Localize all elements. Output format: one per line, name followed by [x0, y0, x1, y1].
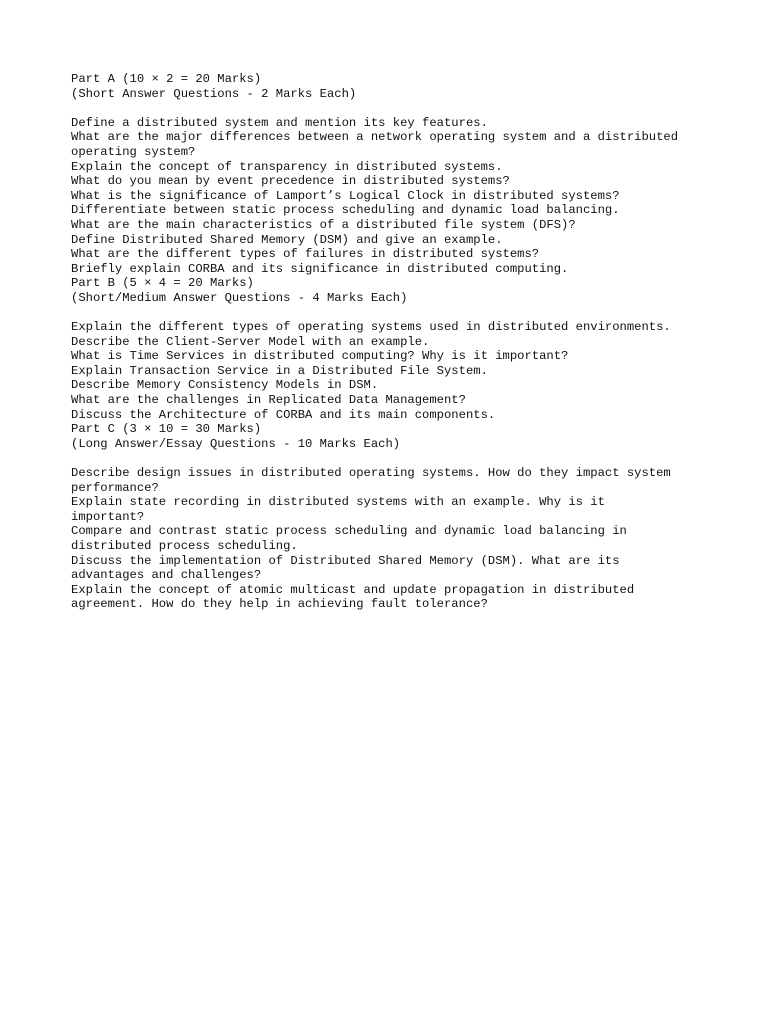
- part-a-section: [71, 72, 711, 276]
- part-a-question: What are the main characteristics of a distributed file system (DFS)?: [71, 217, 576, 232]
- part-b-question-list: [71, 320, 711, 422]
- spacer: [71, 451, 711, 466]
- part-b-question: Explain the different types of operating systems used in distributed environments.: [71, 320, 671, 335]
- part-a-question: What are the major differences between a network operating system and a distributed operating system?: [71, 130, 679, 159]
- part-c-subheading: (Long Answer/Essay Questions - 10 Marks Each): [71, 436, 401, 451]
- part-c-question: Discuss the implementation of Distributed Shared Memory (DSM). What are its advantages and challenges?: [71, 553, 620, 583]
- part-c-question: Explain the concept of atomic multicast and update propagation in distributed agreement. How do they help in achieving fault tolerance?: [71, 582, 635, 612]
- part-b-question: What are the challenges in Replicated Data Management?: [71, 393, 466, 408]
- spacer: [71, 306, 711, 321]
- part-c-heading: Part C (3 × 10 = 30 Marks): [71, 422, 262, 437]
- part-a-subheading: (Short Answer Questions - 2 Marks Each): [71, 86, 357, 101]
- part-a-question: Explain the concept of transparency in distributed systems.: [71, 159, 503, 174]
- part-a-heading: Part A (10 × 2 = 20 Marks): [71, 72, 262, 86]
- part-a-question: Briefly explain CORBA and its significance in distributed computing.: [71, 261, 569, 276]
- part-a-question: Differentiate between static process scheduling and dynamic load balancing.: [71, 203, 620, 218]
- spacer: [71, 101, 711, 116]
- part-a-question: Define a distributed system and mention its key features.: [71, 115, 488, 130]
- part-b-question: Describe the Client-Server Model with an example.: [71, 334, 430, 349]
- part-c-question: Explain state recording in distributed systems with an example. Why is it important?: [71, 495, 605, 524]
- part-c-question-list: [71, 466, 711, 612]
- part-a-question: Define Distributed Shared Memory (DSM) and give an example.: [71, 232, 503, 247]
- part-b-subheading: (Short/Medium Answer Questions - 4 Marks Each): [71, 290, 408, 305]
- part-b-section: [71, 276, 711, 422]
- part-a-question: What do you mean by event precedence in distributed systems?: [71, 174, 510, 189]
- part-c-question: Describe design issues in distributed operating systems. How do they impact system performance?: [71, 466, 671, 495]
- document-page: [71, 72, 711, 612]
- part-a-question-list: [71, 116, 711, 277]
- part-a-question: What are the different types of failures in distributed systems?: [71, 247, 540, 262]
- part-c-section: [71, 422, 711, 612]
- part-b-question: Explain Transaction Service in a Distributed File System.: [71, 363, 488, 378]
- part-c-question: Compare and contrast static process scheduling and dynamic load balancing in distributed process scheduling.: [71, 524, 627, 553]
- part-a-question: What is the significance of Lamport’s Logical Clock in distributed systems?: [71, 188, 620, 203]
- part-b-question: What is Time Services in distributed computing? Why is it important?: [71, 349, 569, 364]
- part-b-question: Describe Memory Consistency Models in DSM.: [71, 378, 379, 393]
- part-b-heading: Part B (5 × 4 = 20 Marks): [71, 276, 254, 291]
- part-b-question: Discuss the Architecture of CORBA and its main components.: [71, 407, 496, 422]
